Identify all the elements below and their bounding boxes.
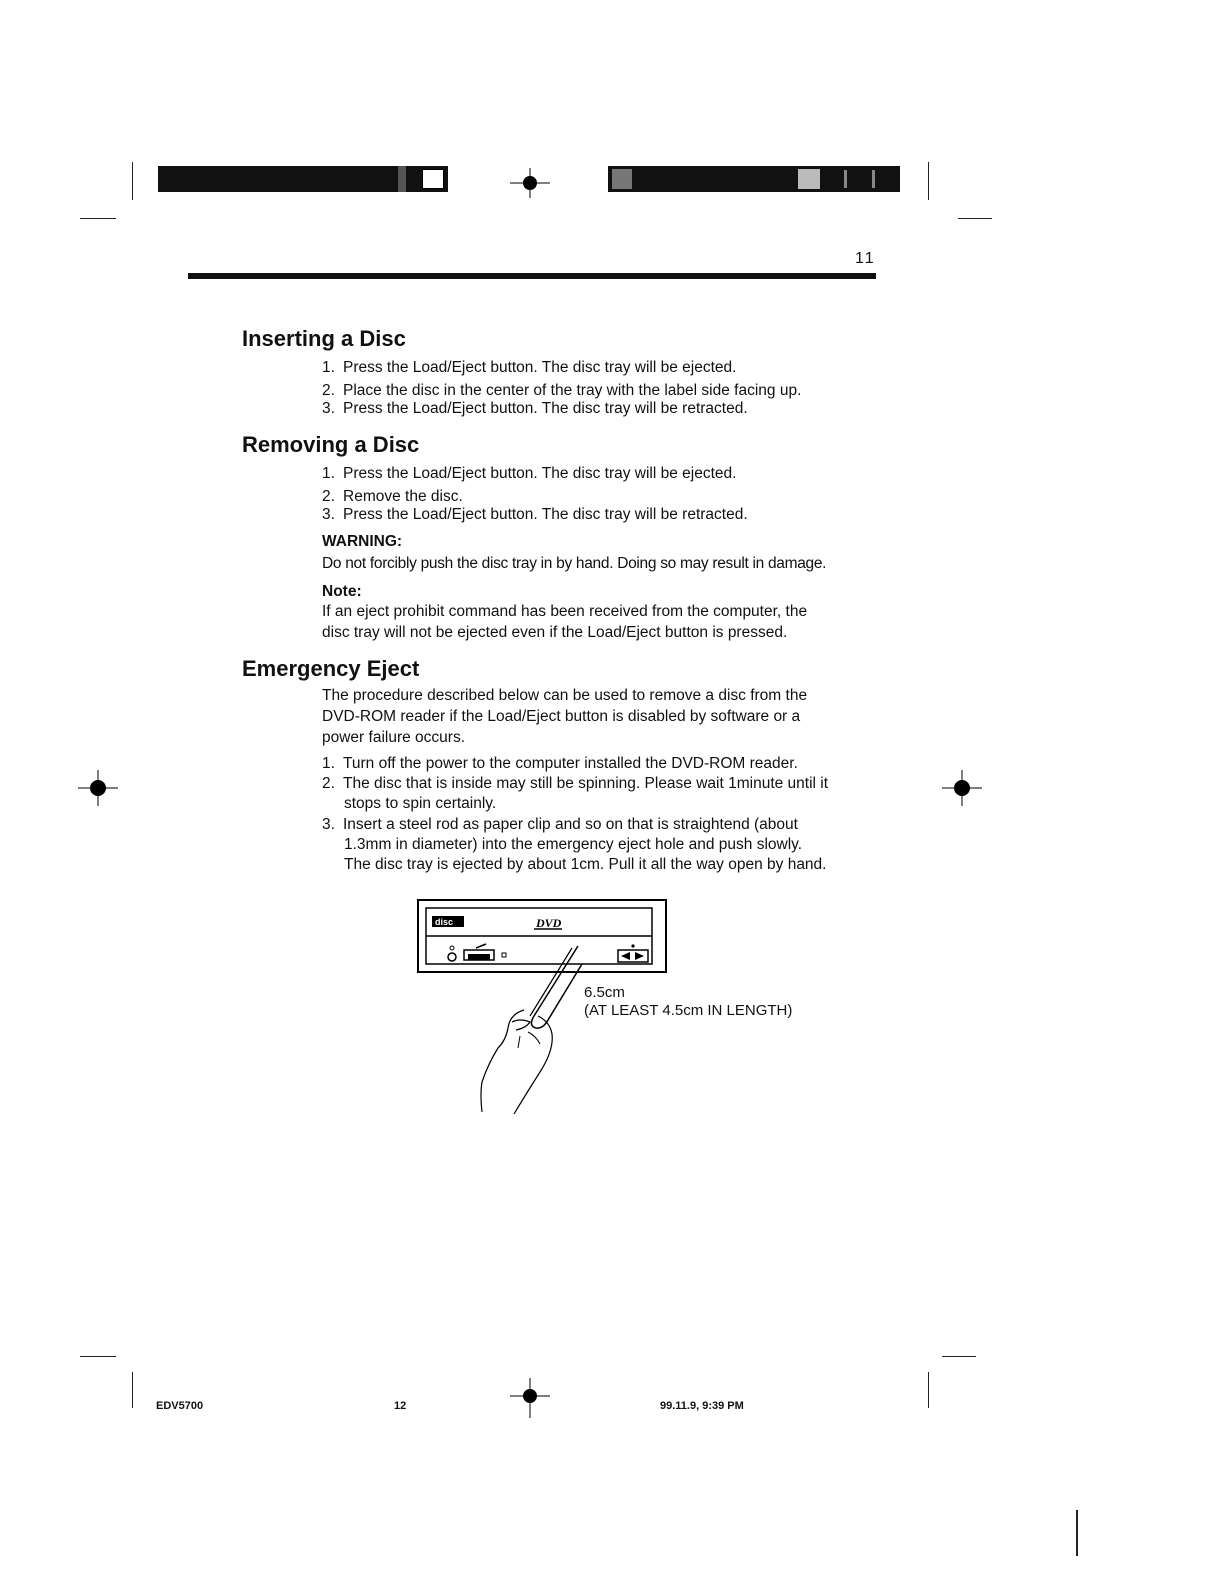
page-number: 11	[855, 250, 876, 267]
crop-mark	[132, 162, 133, 200]
crop-mark	[1076, 1510, 1078, 1556]
note-label: Note:	[322, 583, 362, 600]
list-item: 2. Remove the disc.	[322, 488, 463, 505]
registration-target-icon	[942, 770, 982, 806]
registration-bar-right	[608, 166, 900, 192]
crop-mark	[928, 1372, 929, 1408]
section-title-inserting: Inserting a Disc	[242, 326, 406, 351]
registration-target-icon	[510, 1378, 550, 1418]
disc-logo: disc	[435, 917, 454, 927]
footer-page: 12	[394, 1400, 407, 1412]
registration-target-icon	[78, 770, 118, 806]
crop-mark	[928, 162, 929, 200]
note-text-line: disc tray will not be ejected even if the Load/Eject button is pressed.	[322, 624, 788, 641]
list-item: 1. Turn off the power to the computer installed the DVD-ROM reader.	[322, 755, 798, 772]
section-title-removing: Removing a Disc	[242, 432, 420, 457]
registration-target-icon	[510, 168, 550, 198]
list-item: 1. Press the Load/Eject button. The disc tray will be ejected.	[322, 465, 737, 482]
list-item: 1. Press the Load/Eject button. The disc tray will be ejected.	[322, 359, 737, 376]
footer-timestamp: 99.11.9, 9:39 PM	[660, 1400, 744, 1412]
crop-mark	[80, 1356, 116, 1357]
registration-bar-left	[158, 166, 448, 192]
figure-caption: 6.5cm (AT LEAST 4.5cm IN LENGTH)	[584, 984, 793, 1019]
list-item: 3. Press the Load/Eject button. The disc tray will be retracted.	[322, 506, 748, 523]
list-item: 2. Place the disc in the center of the tray with the label side facing up.	[322, 382, 802, 399]
intro-text-line: power failure occurs.	[322, 729, 466, 746]
crop-mark	[958, 218, 992, 219]
warning-label: WARNING:	[322, 533, 403, 550]
header-rule	[188, 273, 876, 279]
list-item: 2. The disc that is inside may still be spinning. Please wait 1minute until it stops to spin certainly.	[322, 775, 829, 812]
note-text-line: If an eject prohibit command has been received from the computer, the	[322, 603, 808, 620]
crop-mark	[132, 1372, 133, 1408]
dvd-logo: DVD	[536, 916, 562, 930]
list-item: 3. Insert a steel rod as paper clip and so on that is straightend (about 1.3mm in diameter) into the emergency eject hole and push slowly. The disc tray is ejected by about 1cm. Pull it all the way open by hand.	[322, 816, 827, 873]
list-item: 3. Press the Load/Eject button. The disc tray will be retracted.	[322, 400, 748, 417]
crop-mark	[942, 1356, 976, 1357]
crop-mark	[80, 218, 116, 219]
intro-text-line: DVD-ROM reader if the Load/Eject button is disabled by software or a	[322, 708, 801, 725]
footer-model: EDV5700	[156, 1400, 204, 1412]
section-title-emergency: Emergency Eject	[242, 656, 420, 681]
intro-text-line: The procedure described below can be used to remove a disc from the	[322, 687, 808, 704]
warning-text: Do not forcibly push the disc tray in by hand. Doing so may result in damage.	[322, 555, 827, 572]
